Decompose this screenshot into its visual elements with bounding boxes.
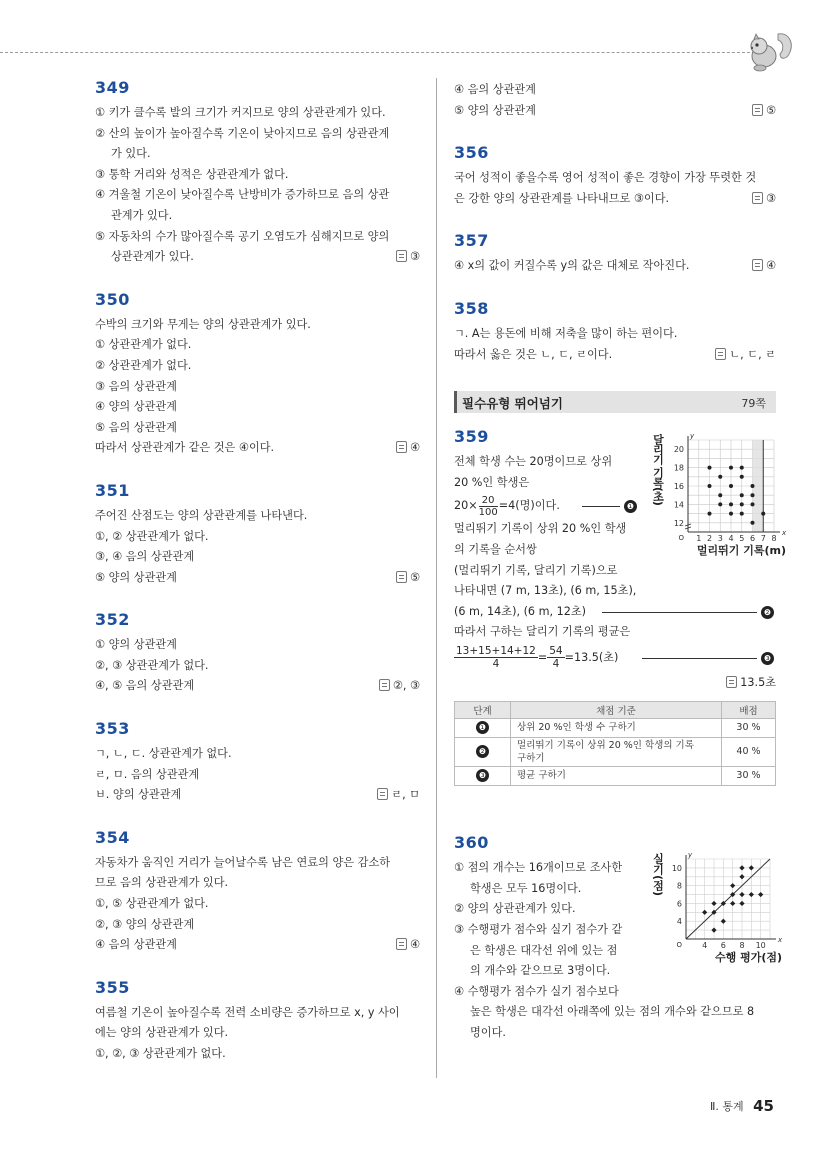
text-line — [95, 894, 420, 915]
frac-post: =4(명)이다. — [498, 499, 560, 513]
line-text: ①, ⑤ 상관관계가 없다. — [95, 897, 209, 911]
problem-355 — [95, 978, 420, 1065]
answer — [396, 935, 420, 956]
text-line — [95, 103, 420, 124]
line-text: ④ 음의 상관관계 — [454, 83, 536, 96]
line-text: ㄱ. A는 용돈에 비해 저축을 많이 하는 편이다. — [454, 326, 678, 340]
step-cell — [455, 766, 511, 785]
answer-icon — [396, 938, 407, 950]
squirrel-mascot-icon — [744, 30, 794, 76]
data-point — [751, 521, 755, 525]
header-rule — [0, 52, 760, 53]
text-line — [95, 335, 420, 356]
data-point — [740, 512, 744, 516]
text-line — [454, 80, 776, 101]
text-line: 명이다. — [470, 1025, 506, 1039]
step-marker-2: ❷ — [761, 606, 774, 619]
text-line — [95, 247, 420, 268]
answer-icon — [715, 348, 726, 360]
table-row — [455, 718, 776, 737]
data-point — [739, 865, 744, 870]
origin-label: O — [676, 941, 682, 950]
text-line — [454, 101, 776, 122]
x-tick-label: 3 — [717, 534, 723, 544]
line-text: 은 강한 양의 상관관계를 나타내므로 ③이다. — [454, 191, 670, 205]
problem-352 — [95, 610, 420, 697]
text-line — [95, 185, 420, 206]
criteria-line: 구하기 — [517, 752, 545, 764]
y-var-label: y — [690, 432, 695, 441]
text-line: 높은 학생은 대각선 아래쪽에 있는 점의 개수와 같으므로 8 — [470, 1005, 755, 1019]
scatter-chart-practical-vs-performance — [650, 851, 790, 976]
y-tick-label: 6 — [676, 899, 682, 909]
criteria-cell — [511, 737, 722, 766]
answer-text: ㄴ, ㄷ, ㄹ — [729, 347, 776, 361]
frac-num: 20 — [479, 495, 498, 507]
answer-text: ②, ③ — [392, 679, 420, 693]
data-point — [751, 493, 755, 497]
x-tick-label: 8 — [771, 534, 777, 544]
section-header — [454, 391, 776, 413]
x-tick-label: 7 — [760, 534, 766, 544]
line-text: ①, ② 상관관계가 없다. — [95, 529, 209, 543]
frac-pre: 20× — [454, 499, 478, 513]
text-line-step2 — [454, 602, 776, 623]
page-number: 45 — [753, 1097, 774, 1115]
data-point — [758, 892, 763, 897]
x-var-label: x — [778, 936, 783, 945]
data-point — [751, 503, 755, 507]
line-text: ①, ②, ③ 상관관계가 없다. — [95, 1047, 226, 1060]
text-line — [95, 915, 420, 936]
leader-line — [642, 658, 757, 659]
text-line — [95, 744, 420, 765]
data-point — [729, 512, 733, 516]
criteria-cell: 평균 구하기 — [511, 766, 722, 785]
text-line — [95, 656, 420, 677]
data-point — [740, 493, 744, 497]
answer-icon — [396, 250, 407, 262]
text-line — [95, 206, 420, 227]
text-line — [95, 635, 420, 656]
answer-text: 13.5초 — [740, 675, 776, 689]
problem-349 — [95, 78, 420, 268]
answer — [752, 101, 776, 122]
line-text: ④ 음의 상관관계 — [95, 938, 177, 952]
section-title: 필수유형 뛰어넘기 — [462, 394, 569, 412]
text-line — [95, 935, 420, 956]
x-axis-title: 수행 평가(점) — [714, 951, 782, 965]
line-text: ④, ⑤ 음의 상관관계 — [95, 679, 195, 693]
problem-359 — [454, 427, 787, 811]
data-point — [711, 928, 716, 933]
text-line: ④ 수행평가 점수가 실기 점수보다 — [454, 984, 619, 998]
text-line — [95, 227, 420, 248]
line-text: ⑤ 양의 상관관계 — [454, 103, 536, 117]
line-text: 자동차가 움직인 거리가 늘어날수록 남은 연료의 양은 감소하 — [95, 855, 391, 869]
fraction — [454, 645, 538, 670]
text-line: ① 점의 개수는 16개이므로 조사한 — [454, 861, 623, 875]
chapter-label: Ⅱ. 통계 — [709, 1100, 744, 1113]
data-point — [749, 892, 754, 897]
y-var-label: y — [688, 851, 693, 860]
x-tick-label: 4 — [728, 534, 734, 544]
y-tick-label: 16 — [673, 482, 684, 492]
data-point — [761, 512, 765, 516]
table-row — [455, 766, 776, 785]
text-line — [454, 345, 776, 366]
frac-post: =13.5(초) — [564, 650, 619, 664]
line-text: 수박의 크기와 무게는 양의 상관관계가 있다. — [95, 317, 311, 331]
data-point — [708, 484, 712, 488]
problem-number: 357 — [454, 231, 489, 251]
text-line — [95, 547, 420, 568]
line-text: 관계가 있다. — [111, 208, 173, 222]
text-line — [95, 785, 420, 806]
data-point — [739, 892, 744, 897]
line-text: 여름철 기온이 높아질수록 전력 소비량은 증가하므로 x, y 사이 — [95, 1005, 400, 1019]
line-text: ⑤ 음의 상관관계 — [95, 420, 177, 434]
problem-continued — [454, 80, 776, 121]
problem-number: 349 — [95, 78, 130, 97]
line-text: 므로 음의 상관관계가 있다. — [95, 876, 229, 890]
answer — [715, 345, 776, 366]
answer — [379, 676, 420, 697]
text-line — [95, 506, 420, 527]
answer-icon — [396, 571, 407, 583]
table-header-row — [455, 701, 776, 718]
text-line — [454, 256, 776, 277]
line-text: ③ 음의 상관관계 — [95, 379, 177, 393]
problem-358 — [454, 299, 776, 365]
data-point — [708, 512, 712, 516]
text-line — [454, 324, 776, 345]
text-line: 나타내면 (7 m, 13초), (6 m, 15초), — [454, 584, 637, 598]
x-tick-label: 2 — [706, 534, 713, 544]
answer — [396, 568, 420, 589]
text-line: (멀리뛰기 기록, 달리기 기록)으로 — [454, 563, 618, 577]
data-point — [740, 503, 744, 507]
points-cell: 40 % — [722, 737, 776, 766]
data-point — [711, 901, 716, 906]
x-tick-label: 4 — [702, 941, 708, 951]
answer-text: ④ — [409, 441, 420, 455]
header-step: 단계 — [455, 701, 511, 718]
line-text: ④ 겨울철 기온이 낮아질수록 난방비가 증가하므로 음의 상관 — [95, 188, 390, 202]
line-text: ㄱ, ㄴ, ㄷ. 상관관계가 없다. — [95, 747, 232, 761]
step-marker: ❷ — [476, 745, 489, 758]
problem-357 — [454, 231, 776, 277]
problem-number: 356 — [454, 143, 489, 163]
answer-icon — [377, 788, 388, 800]
answer — [396, 247, 420, 268]
answer-icon — [752, 192, 763, 204]
data-point — [718, 475, 722, 479]
answer-text: ⑤ — [409, 570, 420, 584]
data-point — [749, 865, 754, 870]
line-text: 상관관계가 있다. — [111, 250, 194, 264]
header-points: 배점 — [722, 701, 776, 718]
text-line — [95, 397, 420, 418]
problem-353 — [95, 719, 420, 806]
x-tick-label: 8 — [739, 941, 745, 951]
data-point — [730, 901, 735, 906]
problem-number: 350 — [95, 289, 130, 309]
step-cell — [455, 737, 511, 766]
problem-354 — [95, 828, 420, 956]
text-line: 20 %인 학생은 — [454, 475, 530, 489]
line-text: ② 상관관계가 없다. — [95, 358, 192, 372]
text-line — [454, 189, 776, 210]
answer-text: ⑤ — [765, 103, 776, 117]
answer-icon — [752, 104, 763, 116]
leader-line — [582, 506, 620, 507]
problem-number: 353 — [95, 719, 130, 739]
answer-icon — [752, 259, 763, 271]
criteria-line: 멀리뛰기 기록이 상위 20 %인 학생의 기록 — [517, 739, 694, 751]
line-text: ④ 양의 상관관계 — [95, 400, 177, 414]
x-tick-label: 6 — [749, 534, 756, 544]
line-text: ③ 통학 거리와 성적은 상관관계가 없다. — [95, 167, 289, 181]
step-marker-3: ❸ — [761, 652, 774, 665]
line-text: 국어 성적이 좋을수록 영어 성적이 좋은 경향이 가장 뚜렷한 것 — [454, 171, 757, 185]
answer-text: ④ — [409, 938, 420, 952]
x-var-label: x — [782, 529, 787, 538]
y-axis-title: 실기(점) — [651, 853, 665, 897]
text-line — [95, 315, 420, 336]
problem-number: 354 — [95, 827, 130, 847]
diagonal-line — [686, 859, 770, 939]
scatter-chart-running-vs-jump — [650, 432, 790, 577]
y-axis-title: 달리기 기록(초) — [651, 434, 665, 506]
line-text: ②, ③ 양의 상관관계 — [95, 917, 195, 931]
frac-num: 54 — [549, 645, 563, 658]
answer-icon — [726, 676, 737, 688]
points-cell: 30 % — [722, 766, 776, 785]
answer-text: ③ — [409, 250, 420, 264]
problem-number: 358 — [454, 298, 489, 318]
step-marker-1: ❶ — [624, 500, 637, 513]
right-top-problems — [454, 80, 776, 365]
text-line — [95, 356, 420, 377]
line-text: ⑤ 자동차의 수가 많아질수록 공기 오염도가 심해지므로 양의 — [95, 229, 390, 243]
y-tick-label: 14 — [673, 500, 684, 510]
line-text: 가 있다. — [111, 147, 151, 161]
text-line: 학생은 모두 16명이다. — [470, 881, 582, 895]
text-line — [95, 1023, 420, 1044]
frac-den: 4 — [552, 658, 560, 671]
line-text: ② 산의 높이가 높아질수록 기온이 낮아지므로 음의 상관관계 — [95, 126, 390, 140]
text-line — [95, 853, 420, 874]
text-line — [95, 144, 420, 165]
answer-text: ③ — [765, 191, 776, 205]
left-column — [95, 78, 420, 1065]
data-point — [721, 919, 726, 924]
problem-number: 355 — [95, 977, 130, 997]
leader-line — [602, 612, 757, 613]
data-point — [730, 883, 735, 888]
answer-text: ④ — [765, 259, 776, 273]
step-marker: ❶ — [476, 721, 489, 734]
line-text: 따라서 옳은 것은 ㄴ, ㄷ, ㄹ이다. — [454, 347, 613, 361]
problem-351 — [95, 481, 420, 588]
data-point — [740, 475, 744, 479]
x-tick-label: 6 — [720, 941, 726, 951]
text-line: 의 개수와 같으므로 3명이다. — [470, 964, 611, 978]
step-cell — [455, 718, 511, 737]
data-point — [739, 874, 744, 879]
fraction — [479, 495, 498, 518]
line-text: ① 양의 상관관계 — [95, 638, 177, 652]
text: (6 m, 14초), (6 m, 12초) — [454, 604, 587, 618]
answer-icon — [379, 679, 390, 691]
data-point — [718, 493, 722, 497]
x-axis-title: 멀리뛰기 기록(m) — [696, 544, 786, 558]
answer-icon — [396, 441, 407, 453]
problem-number: 360 — [454, 833, 489, 853]
line-text: ③, ④ 음의 상관관계 — [95, 550, 195, 564]
line-text: 따라서 상관관계가 같은 것은 ④이다. — [95, 441, 275, 455]
problem-number: 352 — [95, 610, 130, 630]
text-line: 멀리뛰기 기록이 상위 20 %인 학생 — [454, 522, 627, 536]
text-line — [95, 165, 420, 186]
page-footer — [710, 1097, 774, 1115]
text-line — [95, 676, 420, 697]
text-line: 의 기록을 순서쌍 — [454, 542, 537, 556]
fraction — [547, 645, 564, 670]
text-line: ③ 수행평가 점수와 실기 점수가 같 — [454, 922, 623, 936]
frac-den: 4 — [492, 658, 500, 671]
text-line — [95, 418, 420, 439]
problem-number: 351 — [95, 480, 130, 500]
text-line: 은 학생은 대각선 위에 있는 점 — [470, 943, 618, 957]
line-text: ㄹ, ㅁ. 음의 상관관계 — [95, 767, 200, 781]
problem-number: 359 — [454, 427, 489, 447]
y-tick-label: 10 — [671, 864, 682, 874]
y-tick-label: 18 — [673, 463, 684, 473]
text-line: 따라서 구하는 달리기 기록의 평균은 — [454, 625, 631, 639]
line-text: ④ x의 값이 커질수록 y의 값은 대체로 작아진다. — [454, 259, 690, 273]
data-point — [702, 910, 707, 915]
line-text: ⑤ 양의 상관관계 — [95, 570, 177, 584]
points-cell: 30 % — [722, 718, 776, 737]
text-line — [95, 124, 420, 145]
column-divider — [436, 78, 437, 1078]
problem-356 — [454, 143, 776, 209]
text-line — [95, 568, 420, 589]
step-marker: ❸ — [476, 769, 489, 782]
right-column — [454, 80, 787, 1064]
answer — [752, 189, 776, 210]
text-line — [95, 765, 420, 786]
table-row — [455, 737, 776, 766]
y-tick-label: 8 — [676, 881, 682, 891]
line-text: 주어진 산점도는 양의 상관관계를 나타낸다. — [95, 508, 308, 522]
line-text: 에는 양의 상관관계가 있다. — [95, 1026, 229, 1040]
frac-den: 100 — [478, 506, 498, 518]
fraction-line-2 — [454, 643, 776, 673]
x-tick-label: 1 — [696, 534, 702, 544]
data-point — [729, 466, 733, 470]
data-point — [740, 466, 744, 470]
text-line — [95, 377, 420, 398]
line-text: ㅂ. 양의 상관관계 — [95, 788, 182, 802]
answer — [396, 438, 420, 459]
text-line: 전체 학생 수는 20명이므로 상위 — [454, 455, 613, 469]
x-tick-label: 10 — [755, 941, 766, 951]
text-line: ② 양의 상관관계가 있다. — [454, 902, 576, 916]
text-line — [454, 168, 776, 189]
answer-text: ㄹ, ㅁ — [391, 788, 420, 802]
line-text: ① 키가 클수록 발의 크기가 커지므로 양의 상관관계가 있다. — [95, 106, 386, 119]
text-line — [95, 527, 420, 548]
equals: = — [537, 650, 548, 664]
origin-label: O — [678, 534, 684, 543]
criteria-cell: 상위 20 %인 학생 수 구하기 — [511, 718, 722, 737]
text-line — [95, 1044, 420, 1065]
x-tick-label: 5 — [739, 534, 745, 544]
problem-350 — [95, 290, 420, 459]
answer — [726, 673, 776, 694]
line-text: ②, ③ 상관관계가 없다. — [95, 658, 209, 672]
text-line — [95, 438, 420, 459]
text-line — [95, 873, 420, 894]
frac-num: 13+15+14+12 — [456, 645, 536, 658]
text-line — [95, 1003, 420, 1024]
data-point — [708, 466, 712, 470]
data-point — [729, 503, 733, 507]
y-tick-label: 20 — [673, 445, 684, 455]
y-tick-label: 12 — [673, 518, 684, 528]
data-point — [718, 503, 722, 507]
data-point — [739, 901, 744, 906]
data-point — [729, 484, 733, 488]
line-text: ① 상관관계가 없다. — [95, 338, 192, 352]
section-page-ref: 79쪽 — [741, 397, 766, 411]
problem-360 — [454, 833, 783, 1043]
answer — [377, 785, 420, 806]
header-criteria: 채점 기준 — [511, 701, 722, 718]
grading-table — [454, 701, 776, 786]
data-point — [751, 484, 755, 488]
answer — [752, 256, 776, 277]
y-tick-label: 4 — [676, 917, 682, 927]
answer-line — [454, 673, 776, 695]
